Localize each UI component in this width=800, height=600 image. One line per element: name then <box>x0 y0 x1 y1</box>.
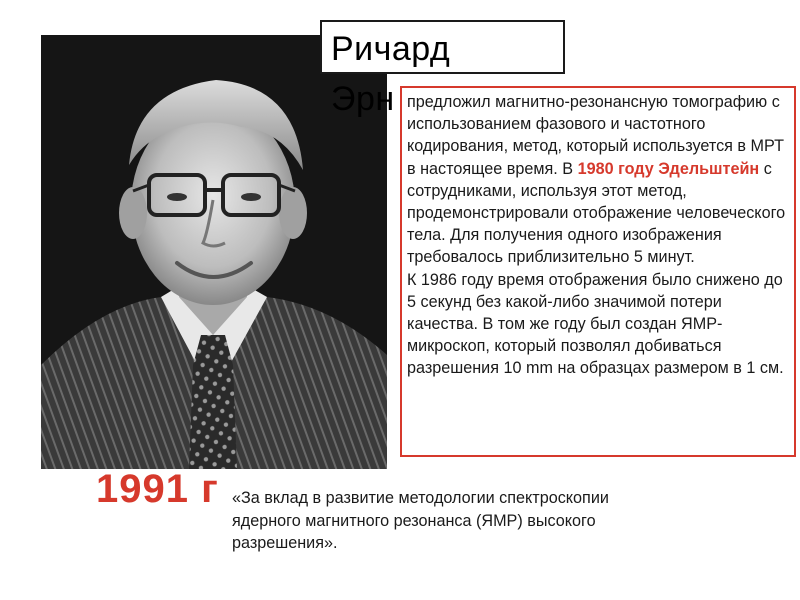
title-line-1: Ричард <box>331 30 451 68</box>
title-line-2: Эрн <box>331 80 395 118</box>
description-highlight: 1980 году Эдельштейн <box>577 159 760 178</box>
description-part-2: с сотрудниками, используя этот метод, продемонстрировали отображение человеческого тела. Для получения одного изображения требовалось приблизительно 5 минут. <box>407 159 786 267</box>
description-paragraph-1 <box>407 91 791 269</box>
description-paragraph-2: К 1986 году время отображения было снижено до 5 секунд без какой-либо значимой потери качества. В том же году был создан ЯМР-микроскоп, который позволял добиваться разрешения 10 mm на образцах размером в 1 см. <box>407 270 784 378</box>
description-text <box>407 91 791 380</box>
award-quote: «За вклад в развитие методологии спектроскопии ядерного магнитного резонанса (ЯМР) высокого разрешения». <box>232 489 609 552</box>
description-part-1: предложил магнитно-резонансную томографию с использованием фазового и частотного кодирования, метод, который используется в МРТ в настоящее время. В <box>407 93 784 178</box>
award-year: 1991 г <box>96 467 219 511</box>
